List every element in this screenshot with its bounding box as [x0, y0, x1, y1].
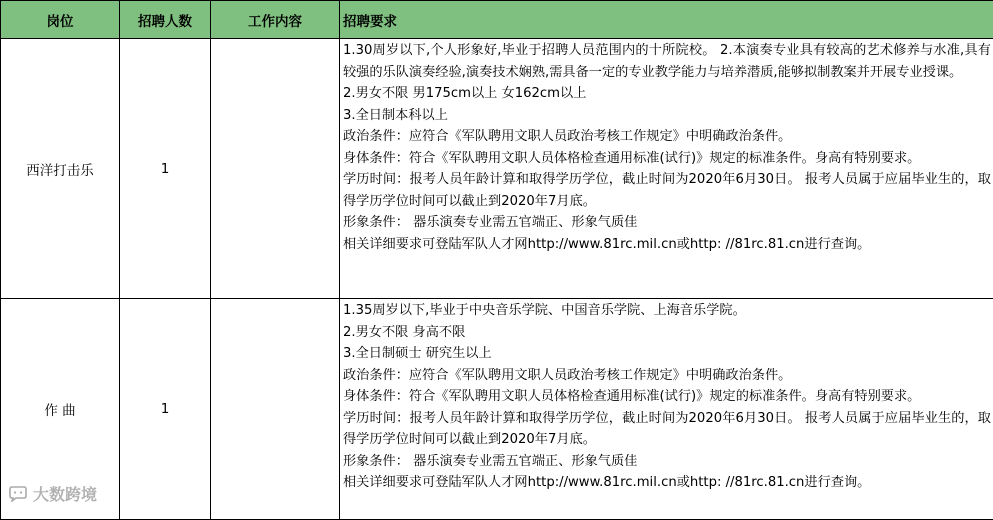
position-cell: 作 曲 [1, 299, 120, 520]
table-row [1, 39, 993, 299]
requirement-line: 形象条件： 器乐演奏专业需五官端正、形象气质佳 [343, 212, 991, 234]
watermark-text: 大数跨境 [33, 482, 97, 505]
requirement-line: 3.全日制本科以上 [343, 105, 991, 127]
requirements-cell [340, 39, 993, 299]
header-requirements: 招聘要求 [340, 1, 993, 39]
count-cell: 1 [120, 299, 211, 520]
requirement-line: 学历时间：报考人员年龄计算和取得学历学位，截止时间为2020年6月30日。 报考人员属于应届毕业生的，取得学历学位时间可以截止到2020年7月底。 [343, 169, 991, 212]
requirement-line: 学历时间：报考人员年龄计算和取得学历学位，截止时间为2020年6月30日。 报考人员属于应届毕业生的，取得学历学位时间可以截止到2020年7月底。 [343, 408, 991, 451]
watermark [8, 482, 97, 505]
requirement-line: 身体条件：符合《军队聘用文职人员体格检查通用标准(试行)》规定的标准条件。身高有特别要求。 [343, 148, 991, 170]
requirement-line: 政治条件：应符合《军队聘用文职人员政治考核工作规定》中明确政治条件。 [343, 126, 991, 148]
header-work: 工作内容 [211, 1, 340, 39]
requirement-line: 1.35周岁以下,毕业于中央音乐学院、中国音乐学院、上海音乐学院。 [343, 300, 991, 322]
requirement-line: 相关详细要求可登陆军队人才网http://www.81rc.mil.cn或http: //81rc.81.cn进行查询。 [343, 472, 991, 494]
requirement-line: 1.30周岁以下,个人形象好,毕业于招聘人员范围内的十所院校。 2.本演奏专业具有较高的艺术修养与水准,具有较强的乐队演奏经验,演奏技术娴熟,需具备一定的专业教学能力与培养潜质,能够拟制教案并开展专业授课。 [343, 40, 991, 83]
header-count: 招聘人数 [120, 1, 211, 39]
requirement-line: 政治条件：应符合《军队聘用文职人员政治考核工作规定》中明确政治条件。 [343, 365, 991, 387]
requirement-line: 身体条件：符合《军队聘用文职人员体格检查通用标准(试行)》规定的标准条件。身高有特别要求。 [343, 386, 991, 408]
requirement-line: 2.男女不限 男175cm以上 女162cm以上 [343, 83, 991, 105]
requirements-cell [340, 299, 993, 520]
requirement-line: 相关详细要求可登陆军队人才网http://www.81rc.mil.cn或http: //81rc.81.cn进行查询。 [343, 234, 991, 256]
table-row [1, 299, 993, 520]
requirement-line: 3.全日制硕士 研究生以上 [343, 343, 991, 365]
count-cell: 1 [120, 39, 211, 299]
requirement-line: 形象条件： 器乐演奏专业需五官端正、形象气质佳 [343, 451, 991, 473]
requirement-line: 2.男女不限 身高不限 [343, 322, 991, 344]
chat-bubble-icon [8, 486, 28, 502]
position-cell: 西洋打击乐 [1, 39, 120, 299]
work-cell [211, 299, 340, 520]
header-position: 岗位 [1, 1, 120, 39]
work-cell [211, 39, 340, 299]
header-row [1, 1, 993, 39]
